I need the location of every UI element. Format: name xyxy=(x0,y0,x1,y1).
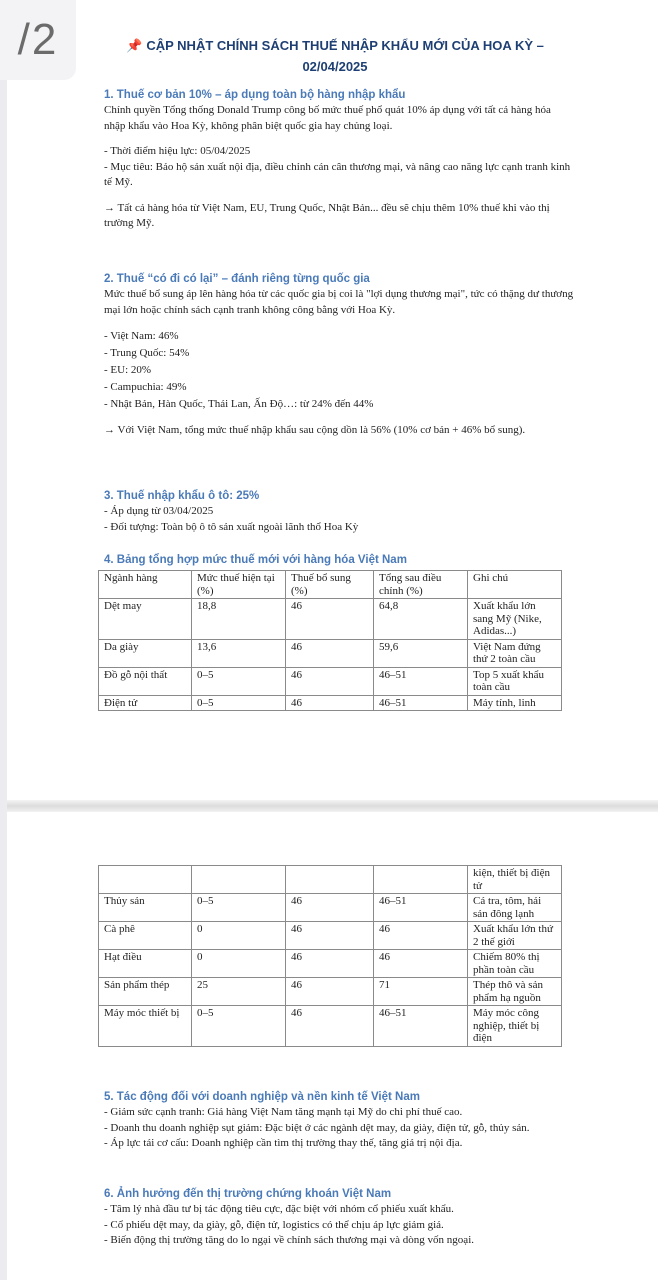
table-cell: Thủy sản xyxy=(99,894,192,922)
table-cell: 46 xyxy=(286,950,374,978)
section-1-heading: 1. Thuế cơ bản 10% – áp dụng toàn bộ hàng nhập khẩu xyxy=(104,89,406,101)
table-cell: 0–5 xyxy=(192,1006,286,1047)
table-cell: Dệt may xyxy=(99,599,192,640)
column-header: Ngành hàng xyxy=(99,571,192,599)
table-row xyxy=(99,950,562,978)
section-6 xyxy=(104,1187,574,1249)
table-cell: Sản phẩm thép xyxy=(99,978,192,1006)
table-row xyxy=(99,1006,562,1047)
section-5 xyxy=(104,1090,574,1152)
table-cell: 46 xyxy=(286,599,374,640)
rate-item: - Trung Quốc: 54% xyxy=(104,347,190,359)
table-cell: Da giày xyxy=(99,639,192,667)
table-cell: Chiếm 80% thị phần toàn cầu xyxy=(468,950,562,978)
table-cell: 46 xyxy=(374,950,468,978)
table-cell: Xuất khẩu lớn thứ 2 thế giới xyxy=(468,922,562,950)
table-row xyxy=(99,599,562,640)
table-row xyxy=(99,639,562,667)
section-3-heading: 3. Thuế nhập khẩu ô tô: 25% xyxy=(104,490,260,502)
table-cell: Máy móc thiết bị xyxy=(99,1006,192,1047)
table-row xyxy=(99,667,562,695)
table-cell xyxy=(286,866,374,894)
table-cell: 25 xyxy=(192,978,286,1006)
column-header: Ghi chú xyxy=(468,571,562,599)
table-header-row xyxy=(99,571,562,599)
page-break xyxy=(7,800,658,812)
table-row xyxy=(99,695,562,711)
table-cell: Cá tra, tôm, hải sản đông lạnh xyxy=(468,894,562,922)
table-cell: Top 5 xuất khẩu toàn cầu xyxy=(468,667,562,695)
section-2-intro: Mức thuế bổ sung áp lên hàng hóa từ các quốc gia bị coi là "lợi dụng thương mại", tức có thặng dư thương mại lớn hoặc chính sách cạnh tranh không công bằng với Hoa Kỳ. xyxy=(104,288,574,316)
table-cell: 46–51 xyxy=(374,695,468,711)
column-header: Thuế bổ sung (%) xyxy=(286,571,374,599)
table-cell: 0–5 xyxy=(192,894,286,922)
tariff-table-page-2 xyxy=(98,865,562,1047)
table-cell: kiện, thiết bị điện tử xyxy=(468,866,562,894)
table-cell: 46 xyxy=(286,667,374,695)
column-header: Tổng sau điều chỉnh (%) xyxy=(374,571,468,599)
table-cell: Việt Nam đứng thứ 2 toàn cầu xyxy=(468,639,562,667)
table-cell: 46 xyxy=(286,922,374,950)
table-cell: 0–5 xyxy=(192,667,286,695)
column-header: Mức thuế hiện tại (%) xyxy=(192,571,286,599)
table-cell: Cà phê xyxy=(99,922,192,950)
table-cell: 0 xyxy=(192,922,286,950)
viewer-left-edge xyxy=(0,0,7,1280)
table-cell: 0–5 xyxy=(192,695,286,711)
table-row xyxy=(99,894,562,922)
table-cell: 46 xyxy=(374,922,468,950)
section-3 xyxy=(104,489,574,535)
list-item: - Áp dụng từ 03/04/2025 xyxy=(104,505,214,517)
tariff-table-page-1 xyxy=(98,570,562,711)
table-row xyxy=(99,978,562,1006)
section-5-heading: 5. Tác động đối với doanh nghiệp và nền kinh tế Việt Nam xyxy=(104,1091,420,1103)
table-cell: 46 xyxy=(286,695,374,711)
title-line-2: 02/04/2025 xyxy=(302,59,368,74)
section-1-conclusion: → Tất cả hàng hóa từ Việt Nam, EU, Trung Quốc, Nhật Bản... đều sẽ chịu thêm 10% thuế khi vào thị trường Mỹ. xyxy=(104,201,550,229)
table-cell: 46 xyxy=(286,1006,374,1047)
section-2-heading: 2. Thuế “có đi có lại” – đánh riêng từng quốc gia xyxy=(104,273,370,285)
document-title xyxy=(100,35,570,77)
section-1 xyxy=(104,88,574,232)
section-6-heading: 6. Ảnh hưởng đến thị trường chứng khoán Việt Nam xyxy=(104,1188,392,1200)
rate-item: - Campuchia: 49% xyxy=(104,381,187,393)
table-cell: 46 xyxy=(286,639,374,667)
table-cell: Đồ gỗ nội thất xyxy=(99,667,192,695)
table-cell: 46 xyxy=(286,894,374,922)
table-cell xyxy=(99,866,192,894)
table-cell: 46 xyxy=(286,978,374,1006)
table-cell: Máy tính, linh xyxy=(468,695,562,711)
rate-item: - EU: 20% xyxy=(104,364,152,376)
table-cell: Hạt điều xyxy=(99,950,192,978)
section-4 xyxy=(104,553,574,568)
table-cell: 59,6 xyxy=(374,639,468,667)
section-2 xyxy=(104,272,574,439)
rate-item: - Nhật Bản, Hàn Quốc, Thái Lan, Ấn Độ…: từ 24% đến 44% xyxy=(104,398,374,410)
table-cell: 13,6 xyxy=(192,639,286,667)
table-cell: 46–51 xyxy=(374,667,468,695)
pushpin-icon: 📌 xyxy=(126,38,143,53)
table-cell: Thép thô và sản phẩm hạ nguồn xyxy=(468,978,562,1006)
section-4-heading: 4. Bảng tổng hợp mức thuế mới với hàng hóa Việt Nam xyxy=(104,554,407,566)
list-item: - Giảm sức cạnh tranh: Giá hàng Việt Nam tăng mạnh tại Mỹ do chi phí thuế cao. xyxy=(104,1106,463,1118)
table-cell: 46–51 xyxy=(374,894,468,922)
table-cell: 46–51 xyxy=(374,1006,468,1047)
table-row xyxy=(99,922,562,950)
table-cell xyxy=(374,866,468,894)
table-cell: 64,8 xyxy=(374,599,468,640)
section-1-goal: - Mục tiêu: Bảo hộ sản xuất nội địa, điều chỉnh cán cân thương mại, và nâng cao năng lực cạnh tranh kinh tế Mỹ. xyxy=(104,160,571,188)
rate-item: - Việt Nam: 46% xyxy=(104,330,179,342)
list-item: - Doanh thu doanh nghiệp sụt giảm: Đặc biệt ở các ngành dệt may, da giày, điện tử, gỗ, thủy sản. xyxy=(104,1121,530,1134)
table-cell: 18,8 xyxy=(192,599,286,640)
table-cell: Xuất khẩu lớn sang Mỹ (Nike, Adidas...) xyxy=(468,599,562,640)
section-2-conclusion: → Với Việt Nam, tổng mức thuế nhập khẩu sau cộng dồn là 56% (10% cơ bản + 46% bổ sung). xyxy=(104,424,526,436)
page-indicator: /2 xyxy=(0,0,76,80)
section-1-intro: Chính quyền Tổng thống Donald Trump công bố mức thuế phổ quát 10% áp dụng với tất cả hàng hóa nhập khẩu vào Hoa Kỳ, không phân biệt quốc gia hay chủng loại. xyxy=(104,104,551,132)
list-item: - Cổ phiếu dệt may, da giày, gỗ, điện tử, logistics có thể chịu áp lực giảm giá. xyxy=(104,1218,444,1231)
table-cell: 0 xyxy=(192,950,286,978)
table-cell: 71 xyxy=(374,978,468,1006)
table-cell: Điện tử xyxy=(99,695,192,711)
table-row xyxy=(99,866,562,894)
section-1-effective-date: - Thời điểm hiệu lực: 05/04/2025 xyxy=(104,145,251,157)
list-item: - Áp lực tái cơ cấu: Doanh nghiệp cần tìm thị trường thay thế, tăng giá trị nội địa. xyxy=(104,1137,463,1149)
list-item: - Đối tượng: Toàn bộ ô tô sản xuất ngoài lãnh thổ Hoa Kỳ xyxy=(104,520,359,533)
list-item: - Biến động thị trường tăng do lo ngại về chính sách thương mại và dòng vốn ngoại. xyxy=(104,1234,474,1246)
list-item: - Tâm lý nhà đầu tư bị tác động tiêu cực, đặc biệt với nhóm cổ phiếu xuất khẩu. xyxy=(104,1203,454,1215)
title-line-1: CẬP NHẬT CHÍNH SÁCH THUẾ NHẬP KHẨU MỚI CỦA HOA KỲ – xyxy=(146,38,544,53)
table-cell: Máy móc công nghiệp, thiết bị điện xyxy=(468,1006,562,1047)
table-cell xyxy=(192,866,286,894)
